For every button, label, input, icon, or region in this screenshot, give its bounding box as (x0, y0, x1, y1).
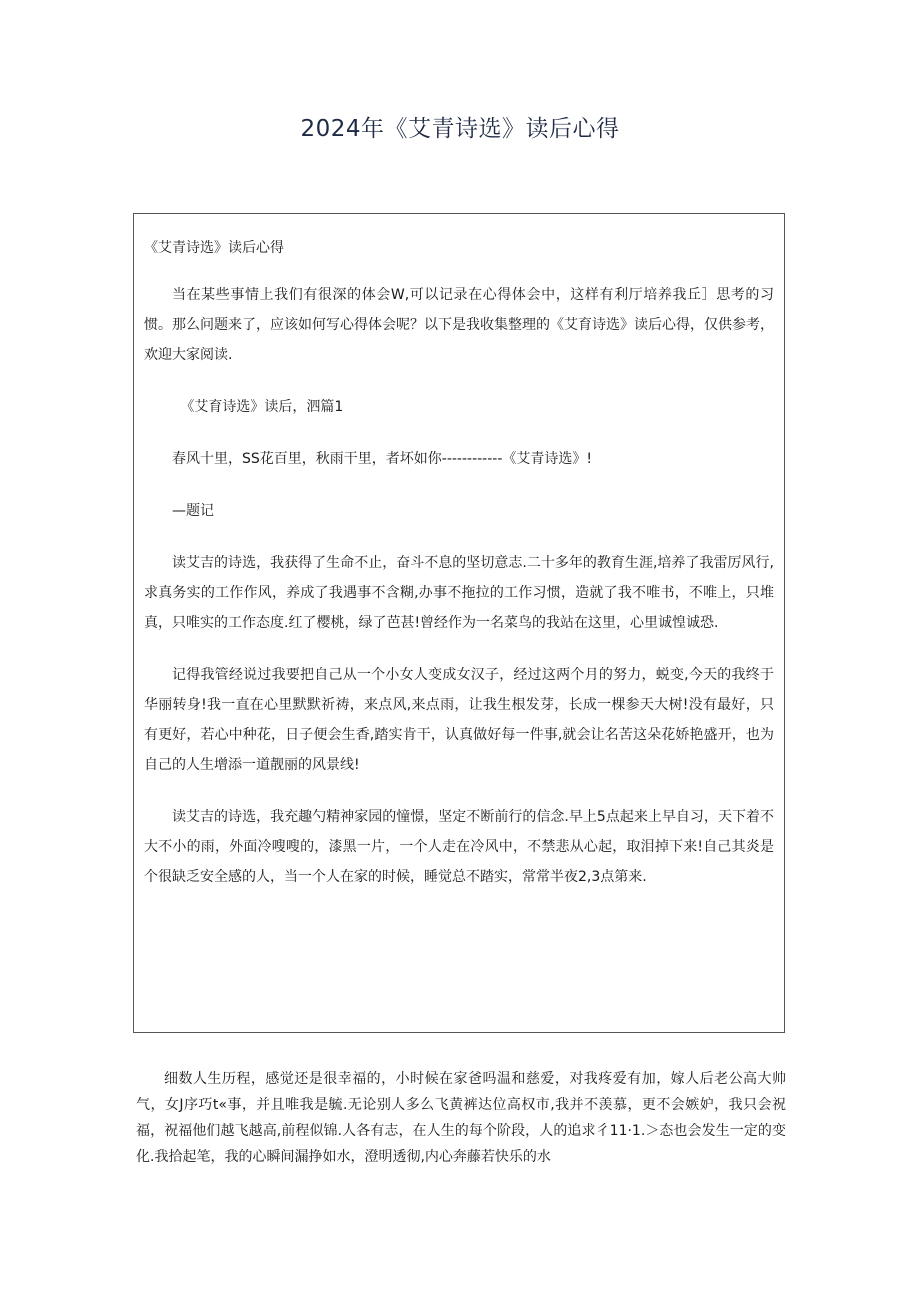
trailing-text (136, 1066, 786, 1170)
epigraph-attribution: —题记 (172, 503, 214, 519)
box-heading: 《艾青诗选》读后心得 (144, 240, 284, 256)
intro-paragraph: 当在某些事情上我们有很深的体会W,可以记录在心得体会中，这样有利厅培养我丘］思考的习惯。那么问题来了，应该如何写心得体会呢？以下是我收集整理的《艾育诗选》读后心得，仅供参考，欢迎大家阅读. (144, 287, 774, 363)
body-paragraph: 记得我管经说过我要把自己从一个小女人变成女汉子，经过这两个月的努力，蜕变,今天的我终于华丽转身!我一直在心里默默祈祷，来点风,来点雨，让我生根发芽，长成一棵参天大树!没有最好，只有更好，若心中种花，日子便会生香,踏实肯干，认真做好每一件事,就会让名苦这朵花娇艳盛开，也为自己的人生增添一道靓丽的风景线! (144, 667, 774, 773)
epigraph-line: 春风十里，SS花百里，秋雨干里，者坏如你------------《艾青诗选》! (172, 451, 593, 467)
trailing-paragraph: 细数人生历程，感觉还是很幸福的，小时候在家爸吗温和慈爱，对我疼爱有加，嫁人后老公高大帅气，女J序巧t«事，并且唯我是毓.无论别人多么飞黄裤达位高权市,我并不羡慕，更不会嫉妒，我只会祝福，祝福他们越飞越高,前程似锦.人各有志，在人生的每个阶段，人的追求彳11·1.＞态也会发生一定的变化.我拾起笔，我的心瞬间漏挣如水，澄明透彻,内心奔藤若快乐的水 (136, 1071, 786, 1165)
bordered-content-box (133, 213, 785, 1033)
body-paragraph: 读艾吉的诗选，我充趣勺精神家园的憧憬，坚定不断前行的信念.早上5点起来上早自习，天下着不大不小的雨，外面冷嗖嗖的，漆黑一片，一个人走在冷风中，不禁悲从心起，取泪掉下来!自己其炎是个很缺乏安全感的人，当一个人在家的时候，睡觉总不踏实，常常半夜2,3点第来. (144, 809, 774, 885)
document-title: 2024年《艾青诗选》读后心得 (300, 116, 620, 142)
body-paragraph: 读艾吉的诗选，我获得了生命不止，奋斗不息的坚切意志.二十多年的教育生涯,培养了我雷厉风行,求真务实的工作作风，养成了我遇事不含糊,办事不拖拉的工作习惯，造就了我不唯书，不唯上，只堆真，只唯实的工作态度.红了樱桃，绿了芭甚!曾经作为一名菜鸟的我站在这里，心里诚惶诚恐. (144, 555, 774, 631)
section-heading: 《艾育诗选》读后，泗篇1 (180, 399, 344, 415)
